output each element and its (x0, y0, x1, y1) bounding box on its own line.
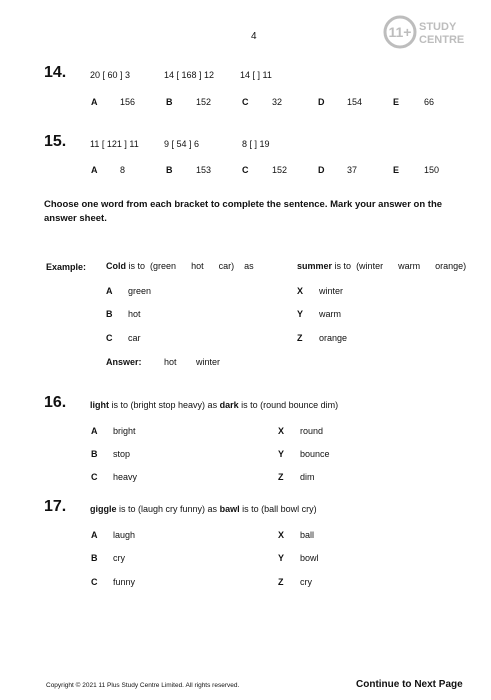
example-option-b-value: hot (128, 309, 141, 319)
q15-sequence-1: 11 [ 121 ] 11 (90, 139, 139, 149)
example-answer-1: hot (164, 357, 177, 367)
q16-option-a-letter: A (91, 426, 98, 436)
q16-option-y-letter: Y (278, 449, 285, 459)
q17-option-y-value: bowl (300, 553, 319, 563)
q17-option-z-value: cry (300, 577, 312, 587)
example-sentence-right: summer is to (winter warm orange) (297, 261, 467, 271)
q15-option-e-letter: E (393, 165, 400, 175)
example-answer-2: winter (196, 357, 221, 367)
q14-sequence-1: 20 [ 60 ] 3 (90, 70, 131, 80)
q14-sequence-2: 14 [ 168 ] 12 (164, 70, 215, 80)
q15-sequence-3: 8 [ ] 19 (242, 139, 270, 149)
example-option-z-value: orange (319, 333, 348, 343)
q17-option-a-value: laugh (113, 530, 136, 540)
example-label: Example: (46, 262, 87, 272)
q15-option-e-value: 150 (424, 165, 440, 175)
q15-option-b-letter: B (166, 165, 173, 175)
q16-option-x-value: round (300, 426, 324, 436)
instructions: Choose one word from each bracket to complete the sentence. Mark your answer on the answer sheet. (44, 199, 443, 224)
q17-option-a-letter: A (91, 530, 98, 540)
q16-option-c-letter: C (91, 472, 98, 482)
q16-option-a-value: bright (113, 426, 136, 436)
question-15-number: 15. (44, 133, 67, 150)
q14-option-e-value: 66 (424, 97, 435, 107)
q15-option-a-letter: A (91, 165, 98, 175)
q16-option-z-value: dim (300, 472, 315, 482)
q14-option-d-value: 154 (347, 97, 363, 107)
q15-option-d-letter: D (318, 165, 325, 175)
question-17-number: 17. (44, 498, 67, 515)
q15-option-c-letter: C (242, 165, 249, 175)
q14-option-b-value: 152 (196, 97, 212, 107)
example-answer-label: Answer: (106, 357, 142, 367)
example-option-a-value: green (128, 286, 152, 296)
q15-option-c-value: 152 (272, 165, 288, 175)
q17-option-b-value: cry (113, 553, 125, 563)
q15-option-d-value: 37 (347, 165, 358, 175)
svg-text:CENTRE: CENTRE (419, 34, 465, 46)
q14-option-b-letter: B (166, 97, 173, 107)
q17-option-x-value: ball (300, 530, 315, 540)
question-16-number: 16. (44, 394, 67, 411)
example-option-c-value: car (128, 333, 141, 343)
q16-option-x-letter: X (278, 426, 285, 436)
q17-sentence: giggle is to (laugh cry funny) as bawl is to (ball bowl cry) (90, 504, 317, 514)
q16-option-b-value: stop (113, 449, 131, 459)
q17-option-z-letter: Z (278, 577, 284, 587)
q15-option-a-value: 8 (120, 165, 126, 175)
footer-copyright: Copyright © 2021 11 Plus Study Centre Limited. All rights reserved. (46, 682, 240, 689)
example-option-b-letter: B (106, 309, 113, 319)
q16-option-y-value: bounce (300, 449, 330, 459)
q14-option-c-value: 32 (272, 97, 283, 107)
q17-option-c-letter: C (91, 577, 98, 587)
q17-option-c-value: funny (113, 577, 136, 587)
q14-option-c-letter: C (242, 97, 249, 107)
example-option-z-letter: Z (297, 333, 303, 343)
svg-text:11+: 11+ (388, 24, 412, 40)
q14-sequence-3: 14 [ ] 11 (240, 70, 272, 80)
page-number: 4 (251, 31, 257, 42)
q17-option-x-letter: X (278, 530, 285, 540)
q14-option-a-letter: A (91, 97, 98, 107)
example-option-c-letter: C (106, 333, 113, 343)
q14-option-d-letter: D (318, 97, 325, 107)
example-option-y-value: warm (319, 309, 341, 319)
q14-option-e-letter: E (393, 97, 400, 107)
q16-option-b-letter: B (91, 449, 98, 459)
study-centre-logo (383, 14, 483, 50)
q16-option-z-letter: Z (278, 472, 284, 482)
example-option-x-letter: X (297, 286, 304, 296)
svg-text:STUDY: STUDY (419, 21, 457, 33)
continue-next-page: Continue to Next Page (356, 679, 463, 690)
q14-option-a-value: 156 (120, 97, 136, 107)
q17-option-b-letter: B (91, 553, 98, 563)
q15-sequence-2: 9 [ 54 ] 6 (164, 139, 200, 149)
q16-sentence: light is to (bright stop heavy) as dark is to (round bounce dim) (90, 400, 339, 410)
example-option-x-value: winter (319, 286, 344, 296)
question-14-number: 14. (44, 64, 67, 81)
q17-option-y-letter: Y (278, 553, 285, 563)
q15-option-b-value: 153 (196, 165, 212, 175)
example-option-a-letter: A (106, 286, 113, 296)
q16-option-c-value: heavy (113, 472, 138, 482)
example-sentence-left: Cold is to (green hot car) as (106, 261, 254, 271)
example-option-y-letter: Y (297, 309, 304, 319)
